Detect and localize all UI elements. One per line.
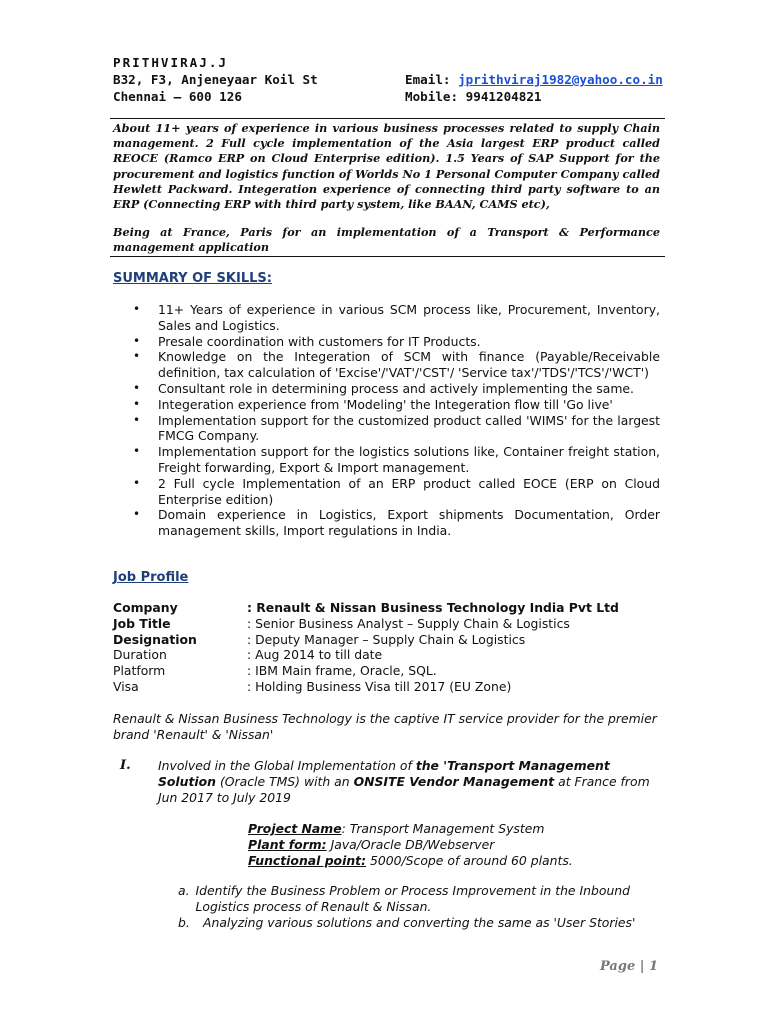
profile-row-duration [113,647,673,663]
list-item [178,915,668,931]
job-title-value: : Senior Business Analyst – Supply Chain & Logistics [247,615,570,631]
profile-row-company [113,600,673,616]
skill-item: • 11+ Years of experience in various SCM process like, Procurement, Inventory, Sales and Logistics. [113,302,660,334]
summary-paragraph-1: About 11+ years of experience in various business processes related to supply Chain management. 2 Full cycle implementation of the Asia largest ERP product called REOCE (Ramco ERP on Cloud Enterprise edition). 1.5 Years of SAP Support for the procurement and logistics function of Worlds No 1 Personal Computer Company called Hewlett Packward. Integeration experience of connecting third party software to an ERP (Connecting ERP with third party system, like BAAN, CAMS etc), [113,121,660,212]
profile-row-designation [113,632,673,648]
mobile-line [405,88,542,105]
candidate-name: PRITHVIRAJ.J [113,55,228,70]
profile-row-platform [113,663,673,679]
project-intro [158,758,668,805]
header-divider [110,118,665,119]
skill-item: • Integeration experience from 'Modeling' the Integeration flow till 'Go live' [113,397,660,413]
company-label: Company [113,600,178,615]
skill-item: • Domain experience in Logistics, Export shipments Documentation, Order management skills, Import regulations in India. [113,507,660,539]
project-functional-value: 5000/Scope of around 60 plants. [366,852,573,868]
mobile-label: Mobile: [405,89,459,104]
list-text: Analyzing various solutions and converting the same as 'User Stories' [203,914,636,930]
contact-header [113,54,673,105]
skills-heading: SUMMARY OF SKILLS: [113,271,272,286]
duration-label: Duration [113,647,167,663]
visa-label: Visa [113,678,139,694]
project-functional-row [248,853,668,869]
designation-label: Designation [113,631,197,647]
profile-row-visa [113,679,673,695]
designation-value: : Deputy Manager – Supply Chain & Logistics [247,631,526,647]
company-description: Renault & Nissan Business Technology is the captive IT service provider for the premier brand 'Renault' & 'Nissan' [113,711,657,742]
summary-paragraph-2: Being at France, Paris for an implementation of a Transport & Performance management application [113,225,660,255]
list-marker: a. [178,883,190,898]
address-line-2: Chennai – 600 126 [113,89,242,104]
duration-value: : Aug 2014 to till date [247,647,383,663]
mobile-number: 9941204821 [465,89,542,104]
list-marker: b. [178,914,190,930]
skill-item: • Consultant role in determining process and actively implementing the same. [113,381,660,397]
project-vendor-mgmt: ONSITE Vendor Management [353,773,555,789]
email-link[interactable]: jprithviraj1982@yahoo.co.in [458,72,663,87]
project-numeral: I. [120,758,131,773]
email-label: Email: [405,72,451,87]
page-number: Page | 1 [600,959,659,974]
contact-row-2 [113,88,673,105]
summary-divider [110,256,665,257]
project-name-label: Project Name [248,821,342,836]
skill-item: • Presale coordination with customers for IT Products. [113,334,660,350]
skill-item: • Implementation support for the customized product called 'WIMS' for the largest FMCG Company. [113,413,660,445]
project-intro-text-2: (Oracle TMS) with an [216,773,354,789]
project-intro-text-3: at France from Jun 2017 to July 2019 [158,773,650,805]
skill-item: • Implementation support for the logistics solutions like, Container freight station, Freight forwarding, Export & Import management. [113,444,660,476]
job-profile-table [113,600,673,695]
project-name-value: : Transport Management System [341,821,545,836]
profile-row-job-title [113,616,673,632]
project-platform-row [248,837,668,853]
project-platform-label: Plant form: [248,836,327,852]
job-title-label: Job Title [113,615,171,631]
project-platform-value: Java/Oracle DB/Webserver [326,836,495,852]
skill-item: • Knowledge on the Integeration of SCM with finance (Payable/Receivable definition, tax calculation of 'Excise'/'VAT'/'CST'/ 'Service tax'/'TDS'/'TCS'/'WCT') [113,349,660,381]
skill-item: • 2 Full cycle Implementation of an ERP product called EOCE (ERP on Cloud Enterprise edition) [113,476,660,508]
project-details [248,821,668,868]
project-solution-name: the 'Transport Management Solution [158,758,610,789]
company-value: : Renault & Nissan Business Technology India Pvt Ltd [247,600,619,615]
contact-row-1 [113,71,673,88]
project-functional-label: Functional point: [248,852,367,868]
platform-value: : IBM Main frame, Oracle, SQL. [247,663,437,679]
platform-label: Platform [113,663,166,679]
visa-value: : Holding Business Visa till 2017 (EU Zone) [247,678,512,694]
list-item [178,883,668,915]
email-line [405,71,663,88]
project-name-row [248,821,668,837]
project-intro-text-1: Involved in the Global Implementation of [158,758,416,773]
project-points-list [178,883,668,930]
list-text: Identify the Business Problem or Process Improvement in the Inbound Logistics process of Renault & Nissan. [195,883,631,914]
job-profile-heading: Job Profile [113,570,189,585]
address-line-1: B32, F3, Anjeneyaar Koil St [113,72,318,87]
skills-list [113,302,660,539]
